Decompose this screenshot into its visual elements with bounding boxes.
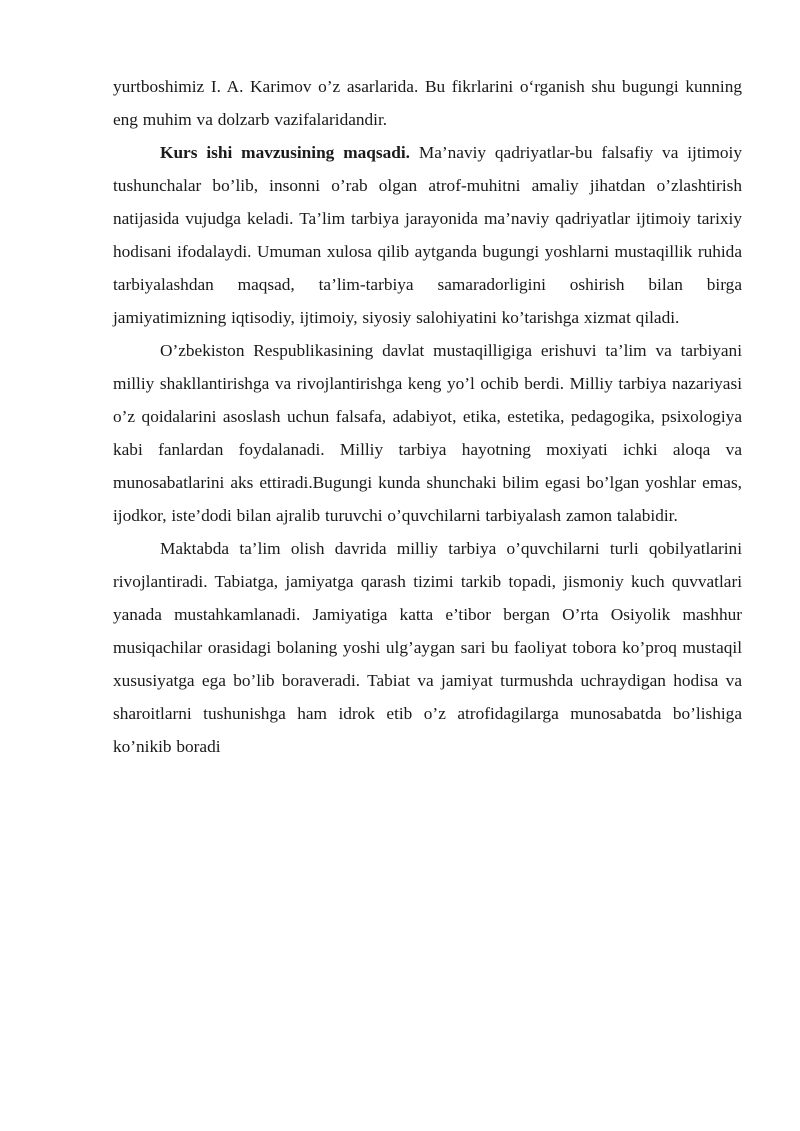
- paragraph-school: Maktabda ta’lim olish davrida milliy tarbiya o’quvchilarni turli qobilyatlarini rivojlantiradi. Tabiatga, jamiyatga qarash tizimi tarkib topadi, jismoniy kuch quvvatlari yanada mustahkamlanadi. Jamiyatiga katta e’tibor bergan O’rta Osiyolik mashhur musiqachilar orasidagi bolaning yoshi ulg’aygan sari bu faoliyat tobora ko’proq mustaqil xususiyatga ega bo’lib boraveradi. Tabiat va jamiyat turmushda uchraydigan hodisa va sharoitlarni tushunishga ham idrok etib o’z atrofidagilarga munosabatda bo’lishiga ko’nikib boradi: [113, 539, 742, 756]
- goal-text: Ma’naviy qadriyatlar-bu falsafiy va ijtimoiy tushunchalar bo’lib, insonni o’rab olgan atrof-muhitni amaliy jihatdan o’zlashtirish natijasida vujudga keladi. Ta’lim tarbiya jarayonida ma’naviy qadriyatlar ijtimoiy tarixiy hodisani ifodalaydi. Umuman xulosa qilib aytganda bugungi yoshlarni mustaqillik ruhida tarbiyalashdan maqsad, ta’lim-tarbiya samaradorligini oshirish bilan birga jamiyatimizning iqtisodiy, ijtimoiy, siyosiy salohiyatini ko’tarishga xizmat qiladi.: [113, 143, 742, 327]
- paragraph-independence: O’zbekiston Respublikasining davlat mustaqilligiga erishuvi ta’lim va tarbiyani milliy shakllantirishga va rivojlantirishga keng yo’l ochib berdi. Milliy tarbiya nazariyasi o’z qoidalarini asoslash uchun falsafa, adabiyot, etika, estetika, pedagogika, psixologiya kabi fanlardan foydalanadi. Milliy tarbiya hayotning moxiyati ichki aloqa va munosabatlarini aks ettiradi.Bugungi kunda shunchaki bilim egasi bo’lgan yoshlar emas, ijodkor, iste’dodi bilan ajralib turuvchi o’quvchilarni tarbiyalash zamon talabidir.: [113, 341, 742, 525]
- document-page: [113, 70, 742, 763]
- paragraph-goal: [113, 136, 742, 334]
- paragraph-intro: yurtboshimiz I. A. Karimov o’z asarlarida. Bu fikrlarini o‘rganish shu bugungi kunning eng muhim va dolzarb vazifalaridandir.: [113, 77, 742, 129]
- goal-heading: Kurs ishi mavzusining maqsadi.: [160, 143, 410, 162]
